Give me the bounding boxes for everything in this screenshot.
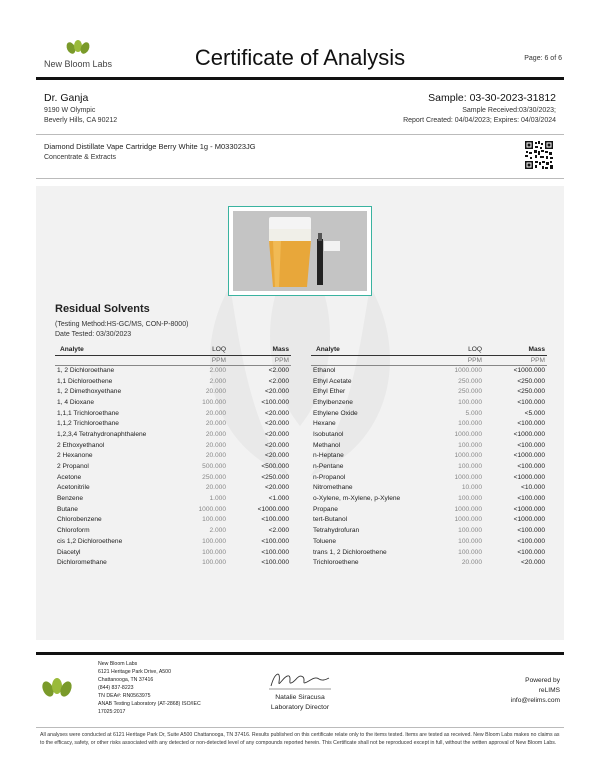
mass-cell: <20.000 [264, 409, 289, 417]
analyte-cell: n-Propanol [313, 473, 346, 481]
qr-code-icon [524, 140, 554, 170]
analyte-cell: Ethyl Acetate [313, 377, 352, 385]
analyte-cell: Nitromethane [313, 484, 353, 492]
analyte-cell: 1,1,2 Trichloroethane [57, 420, 119, 428]
loq-cell: 100.000 [202, 398, 226, 406]
table-row [311, 397, 547, 408]
document-title: Certificate of Analysis [194, 45, 406, 70]
product-image [233, 211, 367, 291]
table-row [55, 472, 291, 483]
loq-cell: 1.000 [209, 495, 226, 503]
loq-cell: 10.000 [461, 484, 482, 492]
table-row [55, 365, 291, 376]
date-tested: Date Tested: 03/30/2023 [55, 331, 132, 338]
loq-cell: 100.000 [458, 537, 482, 545]
signature-block [258, 668, 342, 713]
mass-cell: <20.000 [264, 430, 289, 438]
table-row [55, 515, 291, 526]
loq-cell: 20.000 [205, 484, 226, 492]
table-row [55, 557, 291, 568]
loq-cell: 250.000 [202, 473, 226, 481]
loq-cell: 100.000 [458, 527, 482, 535]
signer-title: Laboratory Director [270, 704, 330, 711]
table-row [311, 493, 547, 504]
analyte-cell: Toluene [313, 537, 337, 545]
loq-cell: 100.000 [458, 441, 482, 449]
loq-cell: 20.000 [205, 388, 226, 396]
table-row [55, 376, 291, 387]
lab-line: (844) 837-8223 [98, 685, 134, 691]
solvents-table-left [55, 345, 291, 568]
analyte-cell: Isobutanol [313, 430, 344, 438]
mass-cell: <100.000 [517, 441, 545, 449]
loq-cell: 20.000 [205, 441, 226, 449]
mass-cell: <100.000 [517, 527, 545, 535]
lab-address [98, 660, 201, 716]
table-row [55, 451, 291, 462]
table-row [55, 525, 291, 536]
analyte-cell: cis 1,2 Dichloroethene [57, 537, 123, 545]
sample-id: Sample: 03-30-2023-31812 [428, 92, 556, 104]
analyte-cell: Tetrahydrofuran [313, 527, 360, 535]
footer-rule [36, 652, 564, 655]
analyte-cell: Ethylene Oxide [313, 409, 358, 417]
loq-cell: 1000.000 [454, 505, 482, 513]
mass-cell: <250.000 [517, 388, 545, 396]
analyte-cell: 1, 4 Dioxane [57, 398, 95, 406]
analyte-cell: Acetonitrile [57, 484, 90, 492]
unit-mass: PPM [228, 355, 291, 365]
loq-cell: 20.000 [205, 420, 226, 428]
table-row [311, 504, 547, 515]
unit-mass: PPM [484, 355, 547, 365]
mass-cell: <500.000 [261, 463, 289, 471]
mass-cell: <20.000 [264, 420, 289, 428]
table-row [55, 418, 291, 429]
logo-text: New Bloom Labs [43, 59, 113, 69]
table-row [55, 429, 291, 440]
analyte-cell: 1, 2 Dichloroethane [57, 367, 115, 375]
table-row [311, 418, 547, 429]
lab-line: Chattanooga, TN 37416 [98, 677, 154, 683]
analyte-cell: 1, 2 Dimethoxyethane [57, 388, 122, 396]
column-header-loq: LOQ [421, 345, 484, 355]
table-row [311, 440, 547, 451]
product-category: Concentrate & Extracts [44, 154, 116, 161]
table-row [55, 504, 291, 515]
sample-received: Sample Received:03/30/2023; [462, 107, 556, 114]
table-row [55, 440, 291, 451]
product-name: Diamond Distillate Vape Cartridge Berry White 1g - M033023JG [44, 142, 256, 151]
analyte-cell: Ethyl Ether [313, 388, 346, 396]
lab-line: 17025:2017 [98, 709, 126, 715]
analyte-cell: Butane [57, 505, 78, 513]
sample-info [403, 92, 556, 126]
loq-cell: 20.000 [205, 452, 226, 460]
loq-cell: 100.000 [202, 559, 226, 567]
analyte-cell: Methanol [313, 441, 341, 449]
loq-cell: 1000.000 [454, 473, 482, 481]
mass-cell: <20.000 [264, 484, 289, 492]
table-row [311, 408, 547, 419]
analyte-cell: 2 Ethoxyethanol [57, 441, 105, 449]
analyte-cell: 1,1,1 Trichloroethane [57, 409, 119, 417]
loq-cell: 20.000 [461, 559, 482, 567]
analyte-cell: n-Pentane [313, 463, 344, 471]
loq-cell: 100.000 [458, 398, 482, 406]
mass-cell: <100.000 [517, 548, 545, 556]
mass-cell: <100.000 [517, 537, 545, 545]
signature-icon [265, 668, 335, 692]
loq-cell: 100.000 [458, 548, 482, 556]
mass-cell: <100.000 [261, 548, 289, 556]
mass-cell: <2.000 [268, 527, 289, 535]
analyte-cell: o-Xylene, m-Xylene, p-Xylene [313, 495, 401, 503]
table-row [55, 483, 291, 494]
table-row [311, 461, 547, 472]
column-header-loq: LOQ [165, 345, 228, 355]
analyte-cell: Dichloromethane [57, 559, 107, 567]
mass-cell: <5.000 [524, 409, 545, 417]
table-row [311, 472, 547, 483]
results-panel [36, 186, 564, 640]
analyte-cell: 2 Hexanone [57, 452, 93, 460]
mass-cell: <20.000 [264, 441, 289, 449]
unit-loq: PPM [165, 355, 228, 365]
loq-cell: 500.000 [202, 463, 226, 471]
table-row [55, 493, 291, 504]
powered-by-email[interactable]: info@relims.com [510, 697, 560, 704]
unit-loq: PPM [421, 355, 484, 365]
table-row [311, 525, 547, 536]
mass-cell: <1000.000 [513, 516, 545, 524]
page-number: Page: 6 of 6 [524, 55, 562, 62]
client-address-line-2: Beverly Hills, CA 90212 [44, 117, 118, 124]
loq-cell: 1000.000 [454, 430, 482, 438]
column-header-mass: Mass [484, 345, 547, 355]
mass-cell: <100.000 [261, 398, 289, 406]
loq-cell: 1000.000 [454, 367, 482, 375]
product-info [44, 141, 256, 163]
loq-cell: 2.000 [209, 367, 226, 375]
mass-cell: <1000.000 [513, 473, 545, 481]
mass-cell: <1000.000 [513, 367, 545, 375]
loq-cell: 1000.000 [454, 452, 482, 460]
table-row [311, 451, 547, 462]
loq-cell: 250.000 [458, 388, 482, 396]
mass-cell: <1000.000 [513, 452, 545, 460]
section-title: Residual Solvents [55, 303, 150, 315]
loq-cell: 20.000 [205, 409, 226, 417]
mass-cell: <1000.000 [257, 505, 289, 513]
analyte-cell: Ethanol [313, 367, 336, 375]
loq-cell: 100.000 [458, 495, 482, 503]
analyte-cell: Propane [313, 505, 338, 513]
mass-cell: <2.000 [268, 367, 289, 375]
mass-cell: <100.000 [517, 420, 545, 428]
analyte-cell: Diacetyl [57, 548, 81, 556]
loq-cell: 100.000 [202, 516, 226, 524]
client-name: Dr. Ganja [44, 92, 89, 104]
table-row [311, 547, 547, 558]
analyte-cell: trans 1, 2 Dichloroethene [313, 548, 387, 556]
mass-cell: <100.000 [261, 516, 289, 524]
certificate-header [36, 34, 564, 80]
analyte-cell: n-Heptane [313, 452, 344, 460]
mass-cell: <250.000 [261, 473, 289, 481]
table-row [311, 429, 547, 440]
mass-cell: <1.000 [268, 495, 289, 503]
divider [36, 134, 564, 135]
loq-cell: 5.000 [465, 409, 482, 417]
analyte-cell: 2 Propanol [57, 463, 89, 471]
loq-cell: 250.000 [458, 377, 482, 385]
table-row [55, 408, 291, 419]
table-row [55, 386, 291, 397]
mass-cell: <20.000 [264, 388, 289, 396]
analyte-cell: 1,2,3,4 Tetrahydronaphthalene [57, 430, 147, 438]
lab-line: TN DEA#: RN0563975 [98, 693, 151, 699]
divider [36, 178, 564, 179]
mass-cell: <2.000 [268, 377, 289, 385]
mass-cell: <10.000 [520, 484, 545, 492]
table-row [55, 461, 291, 472]
table-row [311, 365, 547, 376]
mass-cell: <100.000 [517, 398, 545, 406]
mass-cell: <20.000 [264, 452, 289, 460]
loq-cell: 2.000 [209, 377, 226, 385]
loq-cell: 1000.000 [454, 516, 482, 524]
mass-cell: <100.000 [517, 463, 545, 471]
table-row [55, 397, 291, 408]
jar-and-cartridge-icon [233, 211, 367, 291]
mass-cell: <100.000 [517, 495, 545, 503]
mass-cell: <20.000 [520, 559, 545, 567]
report-dates: Report Created: 04/04/2023; Expires: 04/03/2024 [403, 117, 556, 124]
lab-line: New Bloom Labs [98, 661, 138, 667]
loq-cell: 1000.000 [198, 505, 226, 513]
loq-cell: 100.000 [202, 537, 226, 545]
analyte-cell: Acetone [57, 473, 82, 481]
mass-cell: <1000.000 [513, 430, 545, 438]
footer-leaf-icon [42, 678, 72, 700]
analyte-cell: 1,1 Dichloroethene [57, 377, 113, 385]
client-address-line-1: 9190 W Olympic [44, 107, 96, 114]
table-row [311, 557, 547, 568]
table-row [311, 376, 547, 387]
testing-method: (Testing Method:HS-GC/MS, CON-P-8000) [55, 321, 189, 328]
solvents-table-right [311, 345, 547, 568]
analyte-cell: Hexane [313, 420, 336, 428]
signer-name: Natalie Siracusa [275, 694, 325, 701]
column-header-analyte: Analyte [311, 345, 421, 355]
table-row [55, 547, 291, 558]
analyte-cell: tert-Butanol [313, 516, 348, 524]
analyte-cell: Chlorobenzene [57, 516, 102, 524]
mass-cell: <100.000 [261, 559, 289, 567]
loq-cell: 20.000 [205, 430, 226, 438]
test-meta [55, 320, 188, 340]
powered-by [511, 676, 560, 706]
mass-cell: <1000.000 [513, 505, 545, 513]
analyte-cell: Ethylbenzene [313, 398, 353, 406]
powered-by-name: reLIMS [538, 687, 560, 694]
mass-cell: <100.000 [261, 537, 289, 545]
divider [36, 727, 564, 728]
loq-cell: 100.000 [458, 420, 482, 428]
table-row [311, 386, 547, 397]
lab-line: 6121 Heritage Park Drive, A500 [98, 669, 171, 675]
column-header-mass: Mass [228, 345, 291, 355]
loq-cell: 100.000 [202, 548, 226, 556]
table-row [55, 536, 291, 547]
table-row [311, 536, 547, 547]
mass-cell: <250.000 [517, 377, 545, 385]
loq-cell: 2.000 [209, 527, 226, 535]
powered-by-label: Powered by [525, 677, 560, 684]
disclaimer: All analyses were conducted at 6121 Heritage Park Dr, Suite A500 Chattanooga, TN 37416. Results published on this certificate relate only to the items tested. Items are tested as received. New Bloom Labs makes no claims as to the efficacy, safety, or other risks associated with any detected or non-detected level of any compounds reported herein. This Certificate shall not be reproduced except in full, without the written approval of New Bloom Labs. [40, 732, 560, 746]
lab-line: ANAB Testing Laboratory (AT-2868) ISO/IEC [98, 701, 201, 707]
column-header-analyte: Analyte [55, 345, 165, 355]
table-row [311, 483, 547, 494]
client-info [44, 92, 117, 126]
loq-cell: 100.000 [458, 463, 482, 471]
analyte-cell: Chloroform [57, 527, 90, 535]
analyte-cell: Trichloroethene [313, 559, 359, 567]
analyte-cell: Benzene [57, 495, 84, 503]
table-row [311, 515, 547, 526]
sample-photo [228, 206, 372, 296]
